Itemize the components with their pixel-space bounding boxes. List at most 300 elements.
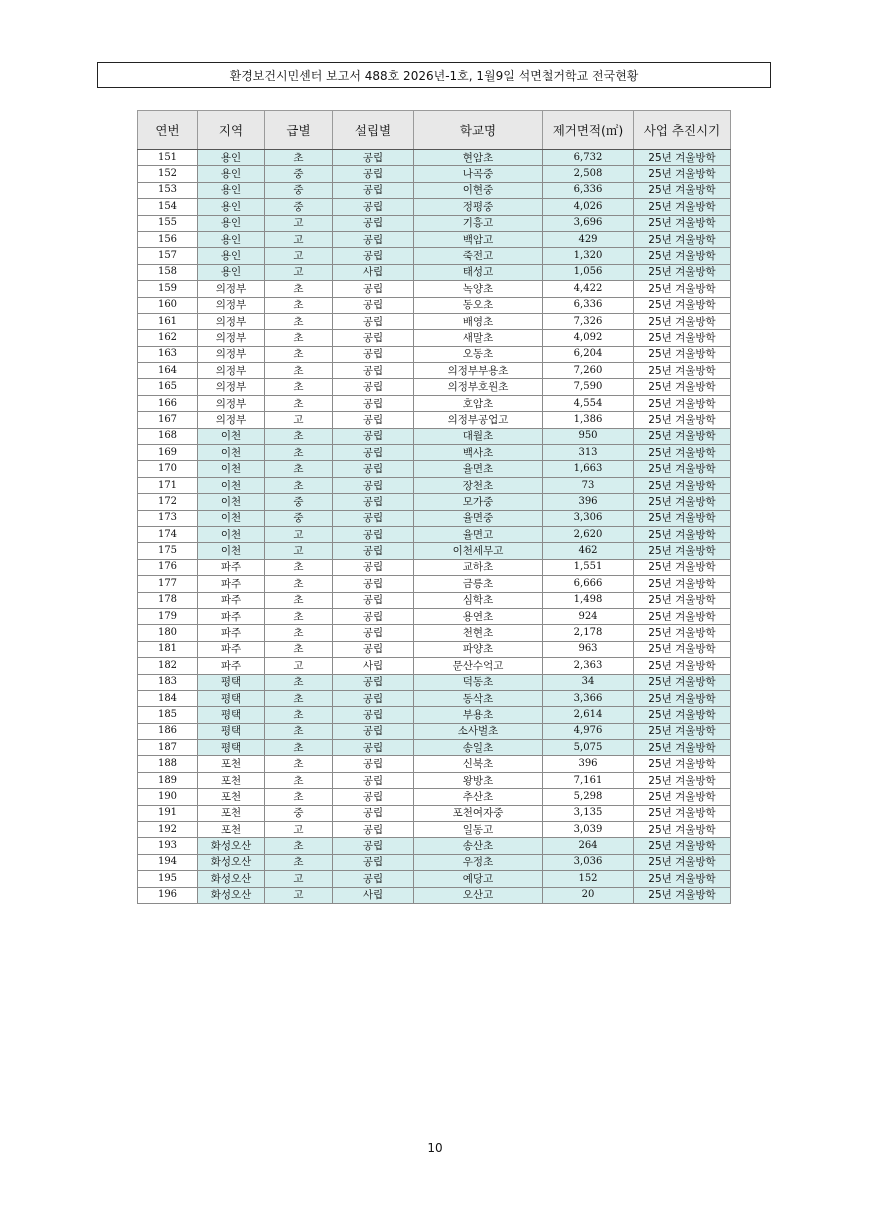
cell-level: 고 — [265, 215, 333, 231]
cell-area: 963 — [543, 641, 634, 657]
table-row — [138, 166, 731, 182]
cell-no: 187 — [138, 740, 198, 756]
cell-period: 25년 겨울방학 — [634, 166, 731, 182]
cell-school: 율면고 — [414, 526, 543, 542]
table-row — [138, 281, 731, 297]
cell-school: 대월초 — [414, 428, 543, 444]
cell-area: 2,363 — [543, 658, 634, 674]
cell-school: 부용초 — [414, 707, 543, 723]
cell-region: 이천 — [198, 445, 265, 461]
cell-region: 평택 — [198, 674, 265, 690]
cell-school: 용연초 — [414, 608, 543, 624]
cell-school: 포천여자중 — [414, 805, 543, 821]
cell-type: 공립 — [333, 756, 414, 772]
cell-school: 새말초 — [414, 330, 543, 346]
cell-region: 용인 — [198, 182, 265, 198]
cell-region: 평택 — [198, 690, 265, 706]
cell-no: 166 — [138, 395, 198, 411]
table-row — [138, 854, 731, 870]
cell-type: 공립 — [333, 510, 414, 526]
cell-period: 25년 겨울방학 — [634, 150, 731, 166]
cell-school: 신북초 — [414, 756, 543, 772]
cell-type: 공립 — [333, 543, 414, 559]
table-row — [138, 264, 731, 280]
cell-area: 2,620 — [543, 526, 634, 542]
cell-period: 25년 겨울방학 — [634, 297, 731, 313]
cell-region: 파주 — [198, 658, 265, 674]
cell-school: 오동초 — [414, 346, 543, 362]
col-header-school: 학교명 — [414, 111, 543, 150]
cell-school: 덕동초 — [414, 674, 543, 690]
table-row — [138, 871, 731, 887]
cell-no: 175 — [138, 543, 198, 559]
cell-level: 초 — [265, 838, 333, 854]
cell-area: 1,056 — [543, 264, 634, 280]
table-row — [138, 576, 731, 592]
cell-type: 사립 — [333, 264, 414, 280]
cell-school: 송일초 — [414, 740, 543, 756]
cell-area: 34 — [543, 674, 634, 690]
cell-school: 녹양초 — [414, 281, 543, 297]
cell-level: 초 — [265, 363, 333, 379]
cell-no: 176 — [138, 559, 198, 575]
cell-level: 초 — [265, 395, 333, 411]
cell-level: 초 — [265, 608, 333, 624]
cell-period: 25년 겨울방학 — [634, 559, 731, 575]
cell-level: 고 — [265, 871, 333, 887]
asbestos-school-table — [137, 110, 731, 904]
cell-level: 초 — [265, 477, 333, 493]
cell-type: 공립 — [333, 150, 414, 166]
table-row — [138, 461, 731, 477]
cell-period: 25년 겨울방학 — [634, 231, 731, 247]
cell-school: 백사초 — [414, 445, 543, 461]
cell-type: 공립 — [333, 707, 414, 723]
table-row — [138, 789, 731, 805]
cell-type: 공립 — [333, 822, 414, 838]
cell-school: 죽전고 — [414, 248, 543, 264]
table-row — [138, 756, 731, 772]
cell-school: 추산초 — [414, 789, 543, 805]
cell-period: 25년 겨울방학 — [634, 608, 731, 624]
cell-no: 163 — [138, 346, 198, 362]
cell-no: 185 — [138, 707, 198, 723]
cell-no: 179 — [138, 608, 198, 624]
cell-level: 초 — [265, 707, 333, 723]
cell-region: 파주 — [198, 576, 265, 592]
cell-school: 현암초 — [414, 150, 543, 166]
cell-region: 용인 — [198, 231, 265, 247]
cell-no: 180 — [138, 625, 198, 641]
cell-school: 문산수억고 — [414, 658, 543, 674]
cell-level: 초 — [265, 313, 333, 329]
cell-no: 174 — [138, 526, 198, 542]
cell-period: 25년 겨울방학 — [634, 264, 731, 280]
cell-school: 오산고 — [414, 887, 543, 903]
cell-school: 천현초 — [414, 625, 543, 641]
col-header-level: 급별 — [265, 111, 333, 150]
cell-level: 고 — [265, 887, 333, 903]
table-row — [138, 363, 731, 379]
cell-period: 25년 겨울방학 — [634, 854, 731, 870]
table-row — [138, 346, 731, 362]
cell-no: 188 — [138, 756, 198, 772]
cell-area: 4,554 — [543, 395, 634, 411]
cell-level: 고 — [265, 543, 333, 559]
cell-type: 공립 — [333, 297, 414, 313]
cell-no: 151 — [138, 150, 198, 166]
cell-no: 168 — [138, 428, 198, 444]
cell-type: 공립 — [333, 215, 414, 231]
cell-school: 소사벌초 — [414, 723, 543, 739]
cell-school: 동삭초 — [414, 690, 543, 706]
cell-area: 6,336 — [543, 297, 634, 313]
cell-area: 6,732 — [543, 150, 634, 166]
table-row — [138, 231, 731, 247]
table-row — [138, 330, 731, 346]
cell-level: 초 — [265, 150, 333, 166]
table-row — [138, 559, 731, 575]
cell-region: 의정부 — [198, 363, 265, 379]
cell-type: 사립 — [333, 658, 414, 674]
cell-region: 의정부 — [198, 281, 265, 297]
cell-area: 4,976 — [543, 723, 634, 739]
cell-area: 6,336 — [543, 182, 634, 198]
table-row — [138, 723, 731, 739]
cell-period: 25년 겨울방학 — [634, 723, 731, 739]
cell-period: 25년 겨울방학 — [634, 641, 731, 657]
table-row — [138, 674, 731, 690]
cell-area: 4,422 — [543, 281, 634, 297]
cell-area: 1,386 — [543, 412, 634, 428]
cell-level: 고 — [265, 526, 333, 542]
cell-level: 초 — [265, 297, 333, 313]
cell-no: 172 — [138, 494, 198, 510]
cell-region: 화성오산 — [198, 838, 265, 854]
cell-region: 포천 — [198, 789, 265, 805]
cell-period: 25년 겨울방학 — [634, 477, 731, 493]
cell-school: 파양초 — [414, 641, 543, 657]
cell-area: 4,092 — [543, 330, 634, 346]
cell-school: 이천세무고 — [414, 543, 543, 559]
cell-type: 공립 — [333, 395, 414, 411]
cell-school: 송산초 — [414, 838, 543, 854]
table-row — [138, 838, 731, 854]
cell-area: 3,036 — [543, 854, 634, 870]
cell-level: 초 — [265, 346, 333, 362]
cell-period: 25년 겨울방학 — [634, 740, 731, 756]
cell-area: 2,614 — [543, 707, 634, 723]
cell-school: 율면초 — [414, 461, 543, 477]
cell-type: 공립 — [333, 346, 414, 362]
cell-type: 공립 — [333, 789, 414, 805]
cell-period: 25년 겨울방학 — [634, 674, 731, 690]
cell-region: 파주 — [198, 592, 265, 608]
table-row — [138, 510, 731, 526]
cell-level: 초 — [265, 576, 333, 592]
cell-type: 공립 — [333, 313, 414, 329]
cell-level: 초 — [265, 379, 333, 395]
cell-area: 1,551 — [543, 559, 634, 575]
cell-school: 장천초 — [414, 477, 543, 493]
cell-period: 25년 겨울방학 — [634, 592, 731, 608]
cell-region: 평택 — [198, 740, 265, 756]
cell-school: 이현중 — [414, 182, 543, 198]
cell-no: 178 — [138, 592, 198, 608]
cell-type: 공립 — [333, 559, 414, 575]
cell-school: 나곡중 — [414, 166, 543, 182]
cell-school: 호암초 — [414, 395, 543, 411]
cell-type: 공립 — [333, 608, 414, 624]
cell-period: 25년 겨울방학 — [634, 395, 731, 411]
col-header-no: 연번 — [138, 111, 198, 150]
cell-region: 파주 — [198, 625, 265, 641]
cell-level: 초 — [265, 756, 333, 772]
table-row — [138, 428, 731, 444]
cell-period: 25년 겨울방학 — [634, 215, 731, 231]
cell-type: 공립 — [333, 740, 414, 756]
cell-no: 189 — [138, 772, 198, 788]
cell-level: 초 — [265, 740, 333, 756]
cell-period: 25년 겨울방학 — [634, 887, 731, 903]
table-row — [138, 477, 731, 493]
table-body — [138, 150, 731, 904]
cell-level: 초 — [265, 854, 333, 870]
cell-level: 초 — [265, 789, 333, 805]
cell-level: 중 — [265, 510, 333, 526]
table-header-row — [138, 111, 731, 150]
cell-level: 고 — [265, 231, 333, 247]
cell-type: 공립 — [333, 641, 414, 657]
cell-region: 의정부 — [198, 379, 265, 395]
col-header-area: 제거면적(㎡) — [543, 111, 634, 150]
cell-level: 중 — [265, 805, 333, 821]
table-row — [138, 822, 731, 838]
cell-level: 초 — [265, 772, 333, 788]
cell-period: 25년 겨울방학 — [634, 445, 731, 461]
cell-region: 용인 — [198, 264, 265, 280]
cell-period: 25년 겨울방학 — [634, 281, 731, 297]
cell-no: 196 — [138, 887, 198, 903]
cell-area: 5,298 — [543, 789, 634, 805]
cell-region: 이천 — [198, 494, 265, 510]
cell-area: 152 — [543, 871, 634, 887]
table-row — [138, 412, 731, 428]
table-row — [138, 772, 731, 788]
cell-no: 161 — [138, 313, 198, 329]
cell-area: 7,326 — [543, 313, 634, 329]
cell-region: 포천 — [198, 822, 265, 838]
cell-period: 25년 겨울방학 — [634, 690, 731, 706]
cell-level: 고 — [265, 264, 333, 280]
cell-no: 162 — [138, 330, 198, 346]
cell-area: 396 — [543, 494, 634, 510]
cell-period: 25년 겨울방학 — [634, 363, 731, 379]
cell-period: 25년 겨울방학 — [634, 838, 731, 854]
cell-level: 중 — [265, 494, 333, 510]
cell-no: 193 — [138, 838, 198, 854]
cell-region: 의정부 — [198, 330, 265, 346]
cell-region: 평택 — [198, 707, 265, 723]
cell-school: 의정부호원초 — [414, 379, 543, 395]
cell-no: 170 — [138, 461, 198, 477]
table-row — [138, 313, 731, 329]
cell-school: 동오초 — [414, 297, 543, 313]
cell-area: 7,161 — [543, 772, 634, 788]
cell-no: 157 — [138, 248, 198, 264]
cell-no: 154 — [138, 199, 198, 215]
cell-region: 용인 — [198, 215, 265, 231]
cell-area: 462 — [543, 543, 634, 559]
cell-region: 이천 — [198, 477, 265, 493]
table-row — [138, 297, 731, 313]
table-row — [138, 641, 731, 657]
cell-level: 초 — [265, 625, 333, 641]
cell-region: 화성오산 — [198, 887, 265, 903]
cell-school: 백암고 — [414, 231, 543, 247]
col-header-period: 사업 추진시기 — [634, 111, 731, 150]
cell-type: 공립 — [333, 854, 414, 870]
cell-type: 공립 — [333, 576, 414, 592]
cell-type: 공립 — [333, 248, 414, 264]
cell-region: 화성오산 — [198, 871, 265, 887]
cell-no: 160 — [138, 297, 198, 313]
table-row — [138, 608, 731, 624]
cell-region: 용인 — [198, 150, 265, 166]
table-row — [138, 805, 731, 821]
col-header-region: 지역 — [198, 111, 265, 150]
cell-period: 25년 겨울방학 — [634, 772, 731, 788]
cell-no: 167 — [138, 412, 198, 428]
cell-no: 182 — [138, 658, 198, 674]
cell-area: 6,666 — [543, 576, 634, 592]
cell-region: 의정부 — [198, 412, 265, 428]
cell-type: 공립 — [333, 199, 414, 215]
cell-area: 264 — [543, 838, 634, 854]
cell-period: 25년 겨울방학 — [634, 822, 731, 838]
cell-region: 용인 — [198, 166, 265, 182]
table-row — [138, 215, 731, 231]
cell-region: 용인 — [198, 199, 265, 215]
cell-no: 169 — [138, 445, 198, 461]
cell-no: 181 — [138, 641, 198, 657]
table-row — [138, 707, 731, 723]
cell-type: 공립 — [333, 871, 414, 887]
cell-type: 공립 — [333, 379, 414, 395]
cell-type: 공립 — [333, 412, 414, 428]
cell-region: 의정부 — [198, 297, 265, 313]
cell-region: 이천 — [198, 461, 265, 477]
cell-school: 기흥고 — [414, 215, 543, 231]
table-row — [138, 887, 731, 903]
cell-period: 25년 겨울방학 — [634, 707, 731, 723]
cell-area: 429 — [543, 231, 634, 247]
cell-region: 의정부 — [198, 395, 265, 411]
cell-region: 파주 — [198, 641, 265, 657]
cell-no: 173 — [138, 510, 198, 526]
cell-no: 184 — [138, 690, 198, 706]
cell-type: 공립 — [333, 805, 414, 821]
cell-area: 1,498 — [543, 592, 634, 608]
cell-school: 예당고 — [414, 871, 543, 887]
table-row — [138, 182, 731, 198]
cell-type: 공립 — [333, 494, 414, 510]
cell-level: 초 — [265, 445, 333, 461]
cell-type: 공립 — [333, 330, 414, 346]
cell-period: 25년 겨울방학 — [634, 526, 731, 542]
cell-period: 25년 겨울방학 — [634, 756, 731, 772]
cell-period: 25년 겨울방학 — [634, 494, 731, 510]
col-header-type: 설립별 — [333, 111, 414, 150]
cell-area: 7,260 — [543, 363, 634, 379]
cell-type: 공립 — [333, 592, 414, 608]
cell-period: 25년 겨울방학 — [634, 313, 731, 329]
cell-school: 모가중 — [414, 494, 543, 510]
cell-area: 5,075 — [543, 740, 634, 756]
cell-type: 공립 — [333, 166, 414, 182]
cell-school: 왕방초 — [414, 772, 543, 788]
cell-type: 공립 — [333, 428, 414, 444]
cell-school: 배영초 — [414, 313, 543, 329]
cell-no: 156 — [138, 231, 198, 247]
cell-level: 고 — [265, 658, 333, 674]
table-row — [138, 690, 731, 706]
cell-region: 이천 — [198, 526, 265, 542]
cell-type: 공립 — [333, 363, 414, 379]
cell-type: 공립 — [333, 838, 414, 854]
cell-no: 190 — [138, 789, 198, 805]
cell-period: 25년 겨울방학 — [634, 789, 731, 805]
cell-region: 의정부 — [198, 346, 265, 362]
cell-region: 포천 — [198, 805, 265, 821]
cell-area: 73 — [543, 477, 634, 493]
cell-level: 초 — [265, 461, 333, 477]
cell-period: 25년 겨울방학 — [634, 576, 731, 592]
cell-area: 396 — [543, 756, 634, 772]
cell-no: 195 — [138, 871, 198, 887]
cell-level: 초 — [265, 281, 333, 297]
cell-region: 이천 — [198, 510, 265, 526]
table-row — [138, 199, 731, 215]
cell-period: 25년 겨울방학 — [634, 182, 731, 198]
cell-no: 183 — [138, 674, 198, 690]
cell-period: 25년 겨울방학 — [634, 510, 731, 526]
cell-region: 화성오산 — [198, 854, 265, 870]
cell-school: 우정초 — [414, 854, 543, 870]
table-row — [138, 248, 731, 264]
cell-area: 1,320 — [543, 248, 634, 264]
cell-period: 25년 겨울방학 — [634, 805, 731, 821]
cell-area: 6,204 — [543, 346, 634, 362]
cell-school: 정평중 — [414, 199, 543, 215]
cell-area: 3,366 — [543, 690, 634, 706]
cell-area: 3,039 — [543, 822, 634, 838]
cell-school: 일동고 — [414, 822, 543, 838]
cell-type: 공립 — [333, 526, 414, 542]
cell-area: 3,306 — [543, 510, 634, 526]
cell-area: 20 — [543, 887, 634, 903]
cell-period: 25년 겨울방학 — [634, 428, 731, 444]
cell-type: 공립 — [333, 723, 414, 739]
cell-region: 포천 — [198, 756, 265, 772]
cell-type: 공립 — [333, 674, 414, 690]
cell-level: 고 — [265, 412, 333, 428]
table-row — [138, 740, 731, 756]
cell-period: 25년 겨울방학 — [634, 461, 731, 477]
cell-school: 의정부부용초 — [414, 363, 543, 379]
cell-no: 159 — [138, 281, 198, 297]
cell-level: 초 — [265, 592, 333, 608]
